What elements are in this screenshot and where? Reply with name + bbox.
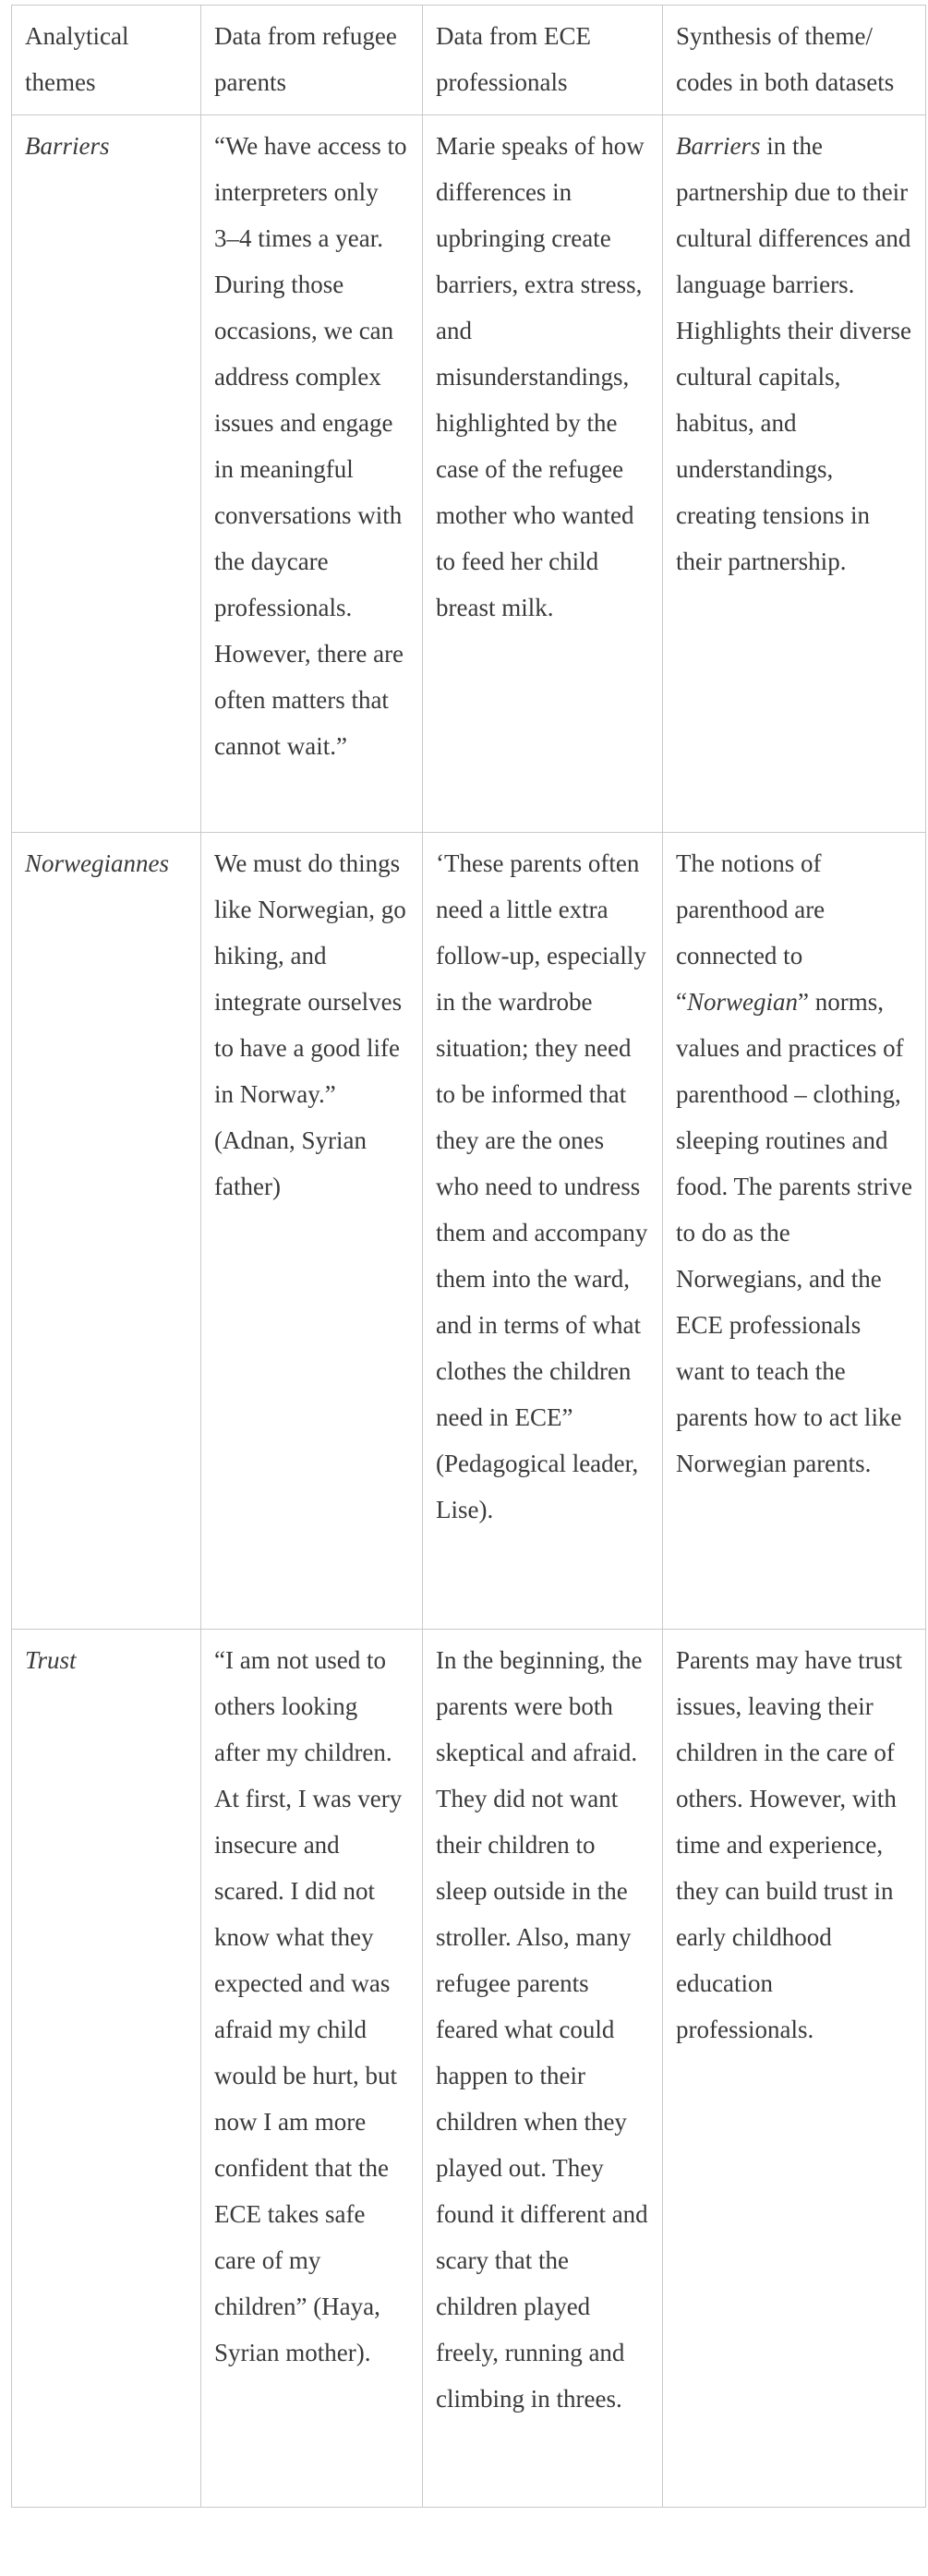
table-row [12, 1630, 926, 2508]
thematic-analysis-table-container [11, 5, 925, 2508]
synthesis-cell: Parents may have trust issues, leaving their children in the care of others. However, with time and experience, they can build trust in early childhood education professionals. [663, 1630, 926, 2508]
header-analytical-themes: Analytical themes [12, 6, 201, 115]
professionals-quote-cell: Marie speaks of how differences in upbringing create barriers, extra stress, and misunderstandings, highlighted by the case of the refugee mother who wanted to feed her child breast milk. [423, 115, 663, 833]
thematic-analysis-table [11, 5, 926, 2508]
synthesis-emphasis: Barriers [676, 132, 761, 160]
parents-quote-cell: “I am not used to others looking after my children. At first, I was very insecure and scared. I did not know what they expected and was afraid my child would be hurt, but now I am more confident that the ECE takes safe care of my children” (Haya, Syrian mother). [201, 1630, 423, 2508]
theme-cell: Norwegiannes [12, 833, 201, 1630]
theme-cell: Trust [12, 1630, 201, 2508]
header-synthesis: Synthesis of theme/ codes in both datasets [663, 6, 926, 115]
table-body [12, 115, 926, 2508]
parents-quote-cell: We must do things like Norwegian, go hiking, and integrate ourselves to have a good life in Norway.” (Adnan, Syrian father) [201, 833, 423, 1630]
professionals-quote-cell: In the beginning, the parents were both skeptical and afraid. They did not want their children to sleep outside in the stroller. Also, many refugee parents feared what could happen to their children when they played out. They found it different and scary that the children played freely, running and climbing in threes. [423, 1630, 663, 2508]
synthesis-cell [663, 115, 926, 833]
synthesis-cell [663, 833, 926, 1630]
table-row [12, 115, 926, 833]
header-refugee-parents: Data from refugee parents [201, 6, 423, 115]
theme-cell: Barriers [12, 115, 201, 833]
table-header [12, 6, 926, 115]
professionals-quote-cell: ‘These parents often need a little extra follow-up, especially in the wardrobe situation; they need to be informed that they are the ones who need to undress them and accompany them into the ward, and in terms of what clothes the children need in ECE” (Pedagogical leader, Lise). [423, 833, 663, 1630]
table-row [12, 833, 926, 1630]
header-row [12, 6, 926, 115]
header-ece-professionals: Data from ECE professionals [423, 6, 663, 115]
synthesis-text-post: ” norms, values and practices of parenthood – clothing, sleeping routines and food. The parents strive to do as the Norwegians, and the ECE professionals want to teach the parents how to act like Norwegian parents. [676, 988, 912, 1477]
synthesis-text: in the partnership due to their cultural differences and language barriers. Highlights their diverse cultural capitals, habitus, and understandings, creating tensions in their partnership. [676, 132, 911, 575]
parents-quote-cell: “We have access to interpreters only 3–4 times a year. During those occasions, we can address complex issues and engage in meaningful conversations with the daycare professionals. However, there are often matters that cannot wait.” [201, 115, 423, 833]
synthesis-text-pre: The notions of parenthood are connected to “ [676, 849, 826, 1016]
synthesis-emphasis: Norwegian [686, 988, 798, 1016]
